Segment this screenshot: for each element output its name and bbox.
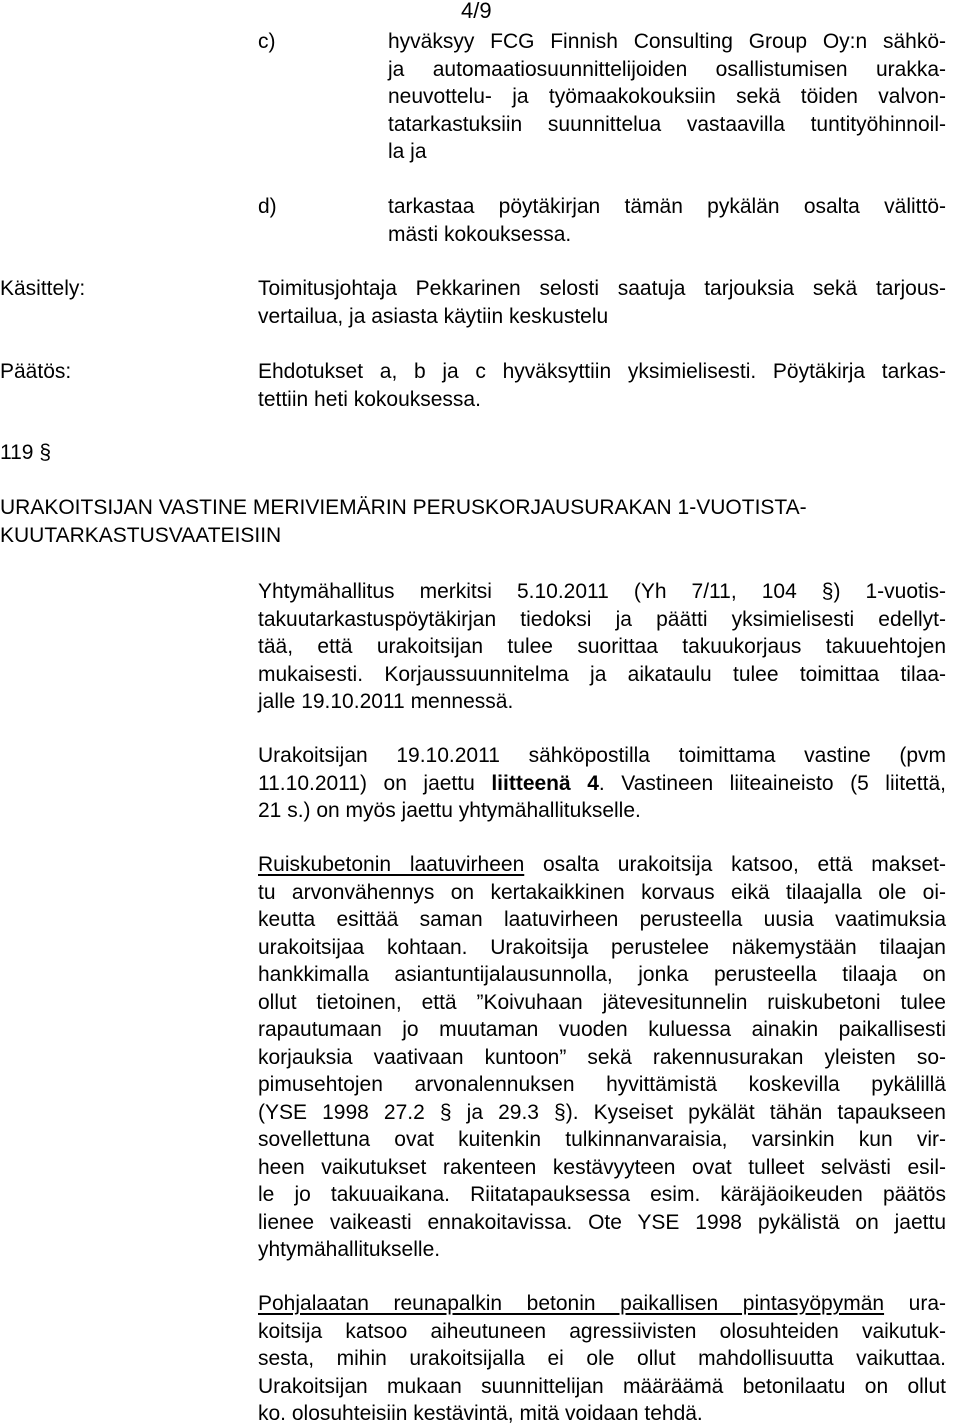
- text-line: tatarkastuksiin suunnittelua vastaavilla tuntityöhinnoil-: [388, 112, 946, 136]
- text-line: neuvottelu- ja työmaakokouksiin sekä töiden valvon-: [388, 85, 946, 108]
- paragraph-3: [258, 851, 946, 1264]
- text-line: takuutarkastuspöytäkirjan tiedoksi ja päätti yksimielisesti edellyt-: [258, 607, 946, 631]
- kasittely-text: [258, 275, 946, 330]
- text-line: [258, 770, 946, 798]
- page-number: 4/9: [461, 0, 492, 23]
- text-line: heen vaikutukset rakenteen kestävyyteen ovat tulleet selvästi esil-: [258, 1155, 946, 1179]
- attachment-reference: liitteenä 4: [491, 771, 599, 795]
- text-line: la ja: [388, 140, 427, 163]
- text-line: mukaisesti. Korjaussuunnitelma ja aikataulu tulee toimittaa tilaa-: [258, 662, 946, 686]
- section-title: [0, 494, 946, 549]
- section-title-line: KUUTARKASTUSVAATEISIIN: [0, 523, 282, 547]
- text-line: sovellettuna ovat kuitenkin tulkinnanvaraisia, varsinkin kun vir-: [258, 1128, 946, 1151]
- text-line: pimusehtojen arvonalennuksen hyvittämistä koskevilla pykälillä: [258, 1073, 946, 1096]
- list-item-text-d: [388, 193, 946, 248]
- text-line: [258, 1290, 946, 1318]
- text-line: ko. olosuhteisiin kestävintä, mitä voidaan tehdä.: [258, 1402, 703, 1425]
- text-line: korjauksia vaativaan kuntoon” sekä rakennusurakan yleisten so-: [258, 1045, 946, 1069]
- text-line: keutta esittää saman laatuvirheen perusteella uusia vaatimuksia: [258, 908, 946, 931]
- text-line: rapautumaan jo muutaman vuoden kuluessa ainakin paikallisesti: [258, 1018, 946, 1041]
- paatos-label: Päätös:: [0, 360, 72, 383]
- paragraph-4: [258, 1290, 946, 1428]
- text-span: . Vastineen liiteaineisto (5 liitettä,: [598, 771, 946, 795]
- text-line: yhtymähallitukselle.: [258, 1238, 441, 1261]
- text-span: osalta urakoitsija katsoo, että makset-: [524, 853, 946, 876]
- text-line: tarkastaa pöytäkirjan tämän pykälän osalta välittö-: [388, 195, 946, 218]
- section-title-line: URAKOITSIJAN VASTINE MERIVIEMÄRIN PERUSKORJAUSURAKAN 1-VUOTISTA-: [0, 496, 807, 519]
- section-number: 119 §: [0, 441, 51, 464]
- text-line: le jo takuuaikana. Riitatapauksessa esim. käräjäoikeuden päätös: [258, 1183, 946, 1206]
- text-span: ura-: [884, 1292, 946, 1315]
- text-line: Toimitusjohtaja Pekkarinen selosti saatuja tarjouksia sekä tarjous-: [258, 277, 946, 300]
- underlined-topic: Ruiskubetonin laatuvirheen: [258, 853, 525, 876]
- text-line: hyväksyy FCG Finnish Consulting Group Oy:n sähkö-: [388, 30, 946, 53]
- paatos-text: [258, 358, 946, 413]
- text-line: [258, 851, 946, 879]
- paragraph-1: [258, 578, 946, 716]
- text-line: hankkimalla asiantuntijalausunnolla, jonka perusteella tilaaja on: [258, 963, 946, 986]
- text-line: 21 s.) on myös jaettu yhtymähallitukselle.: [258, 799, 641, 822]
- text-line: urakoitsijaa kohtaan. Urakoitsija perustelee näkemystään tilaajan: [258, 935, 946, 959]
- list-item-label-d: d): [258, 195, 277, 218]
- text-line: vertailua, ja asiasta käytiin keskustelu: [258, 304, 609, 328]
- text-line: mästi kokouksessa.: [388, 222, 572, 246]
- underlined-topic: Pohjalaatan reunapalkin betonin paikallisen pintasyöpymän: [258, 1292, 885, 1315]
- list-item-text-c: [388, 28, 946, 166]
- text-line: ja automaatiosuunnittelijoiden osallistumisen urakka-: [388, 57, 946, 81]
- text-line: Yhtymähallitus merkitsi 5.10.2011 (Yh 7/11, 104 §) 1-vuotis-: [258, 580, 946, 603]
- text-line: tää, että urakoitsijan tulee suorittaa takuukorjaus takuuehtojen: [258, 635, 946, 658]
- text-line: tu arvonvähennys on kertakaikkinen korvaus eikä tilaajalla ole oi-: [258, 880, 946, 904]
- text-line: lienee vaikeasti ennakoitavissa. Ote YSE 1998 pykälistä on jaettu: [258, 1210, 946, 1234]
- text-line: ollut tietoinen, että ”Koivuhaan jätevesitunnelin ruiskubetoni tulee: [258, 990, 946, 1014]
- list-item-label-c: c): [258, 30, 276, 53]
- text-line: (YSE 1998 27.2 § ja 29.3 §). Kyseiset pykälät tähän tapaukseen: [258, 1100, 946, 1124]
- paragraph-2: [258, 742, 946, 825]
- kasittely-label: Käsittely:: [0, 277, 86, 300]
- text-line: Urakoitsijan 19.10.2011 sähköpostilla toimittama vastine (pvm: [258, 744, 946, 767]
- text-line: Urakoitsijan mukaan suunnittelijan määräämä betonilaatu on ollut: [258, 1374, 946, 1398]
- text-line: koitsija katsoo aiheutuneen agressiivisten olosuhteiden vaikutuk-: [258, 1319, 946, 1343]
- text-span: 11.10.2011) on jaettu: [258, 771, 492, 795]
- text-line: Ehdotukset a, b ja c hyväksyttiin yksimielisesti. Pöytäkirja tarkas-: [258, 360, 946, 383]
- text-line: jalle 19.10.2011 mennessä.: [258, 690, 514, 713]
- text-line: sesta, mihin urakoitsijalla ei ole ollut mahdollisuutta vaikuttaa.: [258, 1347, 946, 1370]
- text-line: tettiin heti kokouksessa.: [258, 387, 481, 411]
